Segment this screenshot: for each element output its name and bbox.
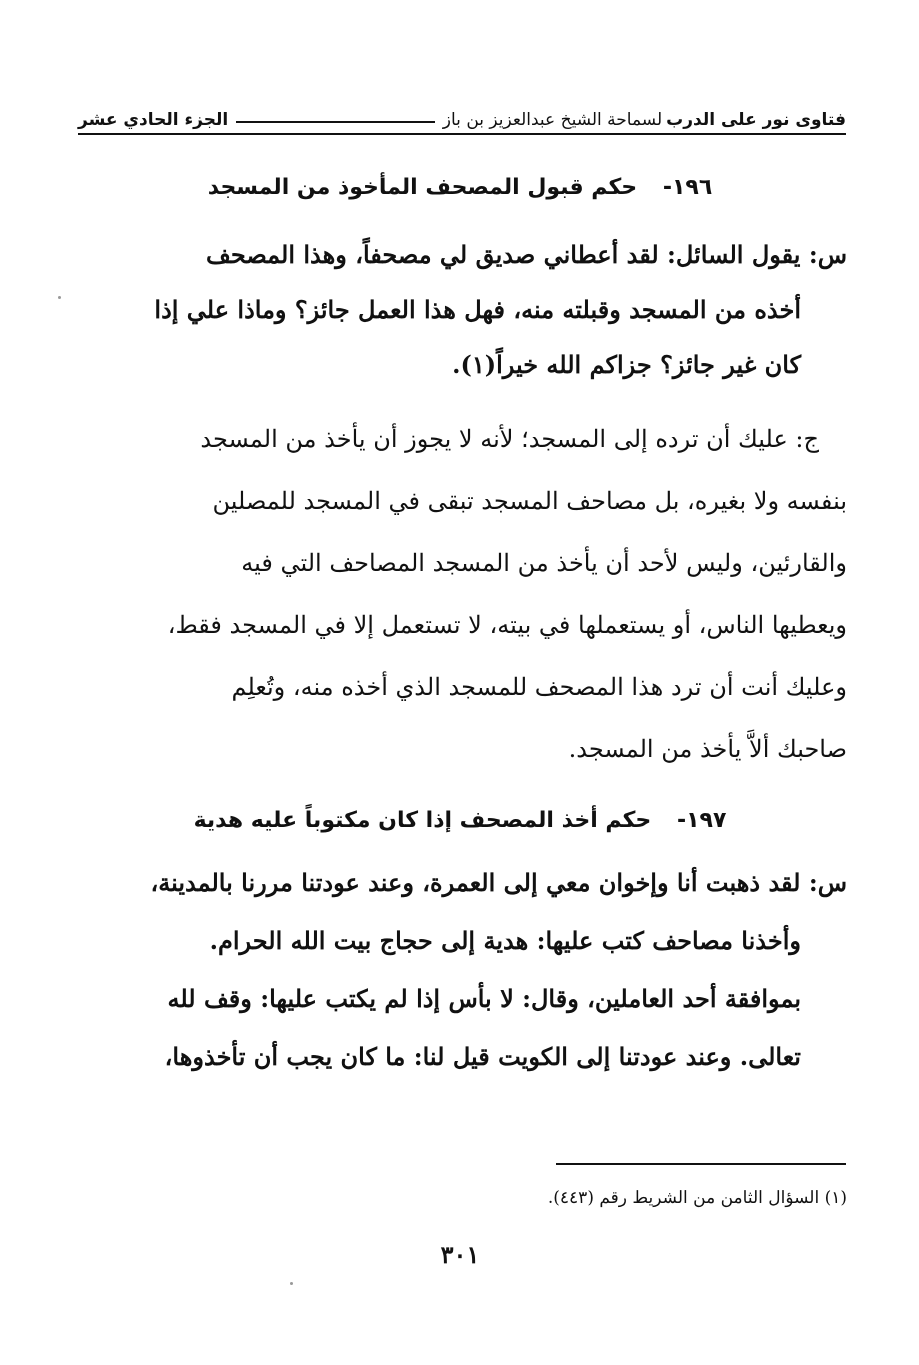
section-title: حكم قبول المصحف المأخوذ من المسجد [207, 175, 638, 200]
section-title: حكم أخذ المصحف إذا كان مكتوباً عليه هدية [193, 808, 652, 833]
running-header [78, 90, 846, 130]
header-divider [78, 133, 846, 135]
question-line: أخذه من المسجد وقبلته منه، فهل هذا العمل جائز؟ وماذا علي إذا [154, 295, 801, 324]
answer-196 [77, 425, 847, 765]
answer-line: بنفسه ولا بغيره، بل مصاحف المسجد تبقى في المسجد للمصلين [212, 487, 847, 515]
answer-line: صاحبك ألاَّ يأخذ من المسجد. [568, 735, 847, 763]
footnote-divider [556, 1163, 846, 1165]
answer-line: والقارئين، وليس لأحد أن يأخذ من المسجد المصاحف التي فيه [241, 549, 847, 577]
question-line: تعالى. وعند عودتنا إلى الكويت قيل لنا: ما كان يجب أن تأخذوها، [164, 1042, 801, 1071]
question-197 [77, 868, 847, 1108]
scan-speck [58, 296, 61, 299]
question-line: وأخذنا مصاحف كتب عليها: هدية إلى حجاج بيت الله الحرام. [209, 926, 801, 955]
question-196 [77, 240, 847, 390]
question-line: كان غير جائز؟ جزاكم الله خيراً(١). [452, 350, 801, 379]
section-number: ١٩٧- [676, 808, 727, 833]
answer-line: ويعطيها الناس، أو يستعملها في بيته، لا تستعمل إلا في المسجد فقط، [167, 611, 847, 639]
page-number: ٣٠١ [440, 1240, 480, 1269]
answer-line: وعليك أنت أن ترد هذا المصحف للمسجد الذي أخذه منه، وتُعلِم [231, 673, 847, 701]
section-heading-196 [150, 175, 770, 200]
question-line: بموافقة أحد العاملين، وقال: لا بأس إذا لم يكتب عليها: وقف لله [167, 984, 801, 1013]
header-author: لسماحة الشيخ عبدالعزيز بن باز [442, 110, 663, 130]
section-heading-197 [150, 808, 770, 833]
header-dash-rule [236, 121, 435, 123]
question-line: س: يقول السائل: لقد أعطاني صديق لي مصحفاً، وهذا المصحف [205, 240, 847, 269]
header-series-title: فتاوى نور على الدرب [666, 110, 846, 130]
footnote: (١) السؤال الثامن من الشريط رقم (٤٤٣). [547, 1188, 847, 1208]
question-line: س: لقد ذهبت أنا وإخوان معي إلى العمرة، وعند عودتنا مررنا بالمدينة، [150, 868, 847, 897]
header-volume-part: الجزء الحادي عشر [78, 110, 229, 130]
section-number: ١٩٦- [662, 175, 713, 200]
answer-line: ج: عليك أن ترده إلى المسجد؛ لأنه لا يجوز أن يأخذ من المسجد [200, 425, 819, 453]
scan-speck [290, 1282, 293, 1285]
